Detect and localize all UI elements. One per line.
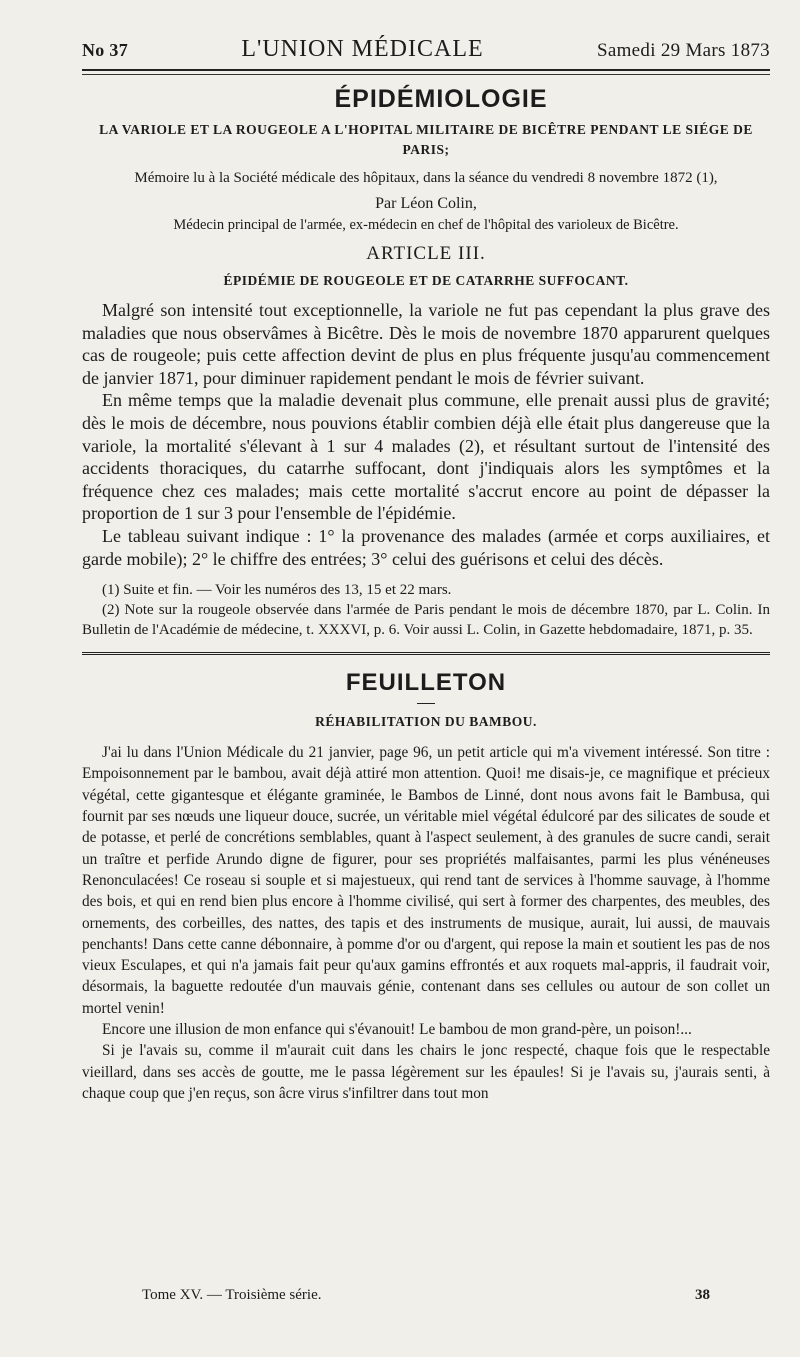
article-body	[82, 299, 770, 570]
feuilleton-subtitle: RÉHABILITATION DU BAMBOU.	[315, 714, 537, 730]
footnote: (2) Note sur la rougeole observée dans l'armée de Paris pendant le mois de décembre 1870, par L. Colin. In Bulletin de l'Académie de médecine, t. XXXVI, p. 6. Voir aussi L. Colin, in Gazette hebdomadaire, 1871, p. 35.	[82, 602, 770, 639]
article-title: LA VARIOLE ET LA ROUGEOLE A L'HOPITAL MILITAIRE DE BICÊTRE PENDANT LE SIÉGE DE PARIS;	[99, 122, 753, 157]
paragraph: Si je l'avais su, comme il m'aurait cuit dans les chairs le jonc respecté, chaque fois que le respectable vieillard, dans ses accès de goutte, me le passa légèrement sur les épaules! Si je l'avais su, j'aurais senti, à chaque coup que j'en reçus, son âcre virus s'infiltrer dans tout mon	[82, 1042, 770, 1102]
short-rule	[417, 703, 435, 704]
feuilleton-body	[82, 742, 770, 1104]
page-footer	[82, 1287, 770, 1304]
issue-number: No 37	[82, 40, 128, 60]
paragraph: J'ai lu dans l'Union Médicale du 21 janvier, page 96, un petit article qui m'a vivement intéressé. Son titre : Empoisonnement par le bambou, avait déjà attiré mon attention. Quoi! me disais-je, ce magnifique et précieux végétal, cette gigantesque et élégante graminée, le Bambos de Linné, dont nous avons fait le Bambusa, qui fournit par ses nœuds une liqueur douce, sucrée, un véritable miel végétal édulcoré par des silicates de soude et de potasse, et perlé de concrétions semblables, quant à l'aspect seulement, à des granules de sucre candi, serait un traître et perfide Arundo digne de figurer, pour ses propriétés malfaisantes, parmi les plus vénéneuses Renonculacées! Ce roseau si souple et si majestueux, qui rend tant de services à l'homme sauvage, à l'homme des bois, et qui en rend bien plus encore à l'homme civilisé, qui sert à former des charpentes, des meubles, des ornements, des corbeilles, des nattes, des tapis et des instruments de musique, aurait, lui aussi, de mauvais penchants! Dans cette canne débonnaire, à pomme d'or ou d'argent, qui repose la main et soutient les pas de nos vieux Esculapes, et qui n'a jamais fait peur qu'aux gamins effrontés et aux roquets mal-appris, il faudrait voir, désormais, la baguette redoutée d'un mauvais génie, contenant dans ses cellules ou autour de son collet un mortel venin!	[82, 744, 770, 1017]
page-header	[82, 36, 770, 71]
paragraph: Encore une illusion de mon enfance qui s'évanouit! Le bambou de mon grand-père, un poison!...	[102, 1020, 692, 1038]
feuilleton-title: FEUILLETON	[345, 669, 507, 697]
article-author: Par Léon Colin,	[375, 195, 477, 212]
article-subtitle: ÉPIDÉMIE DE ROUGEOLE ET DE CATARRHE SUFFOCANT.	[223, 273, 629, 288]
paragraph: En même temps que la maladie devenait plus commune, elle prenait aussi plus de gravité; dès le mois de décembre, nous pouvions établir combien déjà elle était plus dangereuse que la variole, la mortalité s'élevant à 1 sur 4 malades (2), et résultant surtout de l'intensité des accidents thoraciques, du catarrhe suffocant, dont j'indiquais alors les symptômes et la fréquence chez ces malades; mais cette mortalité s'accrut encore au point de dépasser la proportion de 1 sur 3 pour l'ensemble de l'épidémie.	[82, 390, 770, 524]
tome-label: Tome XV. — Troisième série.	[142, 1287, 322, 1303]
paragraph: Le tableau suivant indique : 1° la provenance des malades (armée et corps auxiliaires, et garde mobile); 2° le chiffre des entrées; 3° celui des guérisons et celui des décès.	[82, 525, 770, 569]
header-rule	[82, 74, 770, 75]
paragraph: Malgré son intensité tout exceptionnelle, la variole ne fut pas cependant la plus grave des maladies que nous observâmes à Bicêtre. Dès le mois de novembre 1870 apparurent quelques cas de rougeole; puis cette affection devint de plus en plus fréquente jusqu'au commencement de janvier 1871, pour diminuer rapidement pendant le mois de février suivant.	[82, 300, 770, 388]
article-memoire: Mémoire lu à la Société médicale des hôpitaux, dans la séance du vendredi 8 novembre 1872 (1),	[134, 170, 718, 186]
journal-title: L'UNION MÉDICALE	[241, 36, 484, 62]
footnotes	[82, 580, 770, 640]
issue-date: Samedi 29 Mars 1873	[596, 40, 770, 61]
section-separator	[82, 652, 770, 655]
footnote: (1) Suite et fin. — Voir les numéros des 13, 15 et 22 mars.	[102, 582, 452, 599]
section-title: ÉPIDÉMIOLOGIE	[334, 85, 548, 113]
author-role: Médecin principal de l'armée, ex-médecin en chef de l'hôpital des varioleux de Bicêtre.	[173, 217, 679, 233]
article-part: ARTICLE III.	[366, 243, 486, 264]
page-number: 38	[695, 1287, 710, 1303]
